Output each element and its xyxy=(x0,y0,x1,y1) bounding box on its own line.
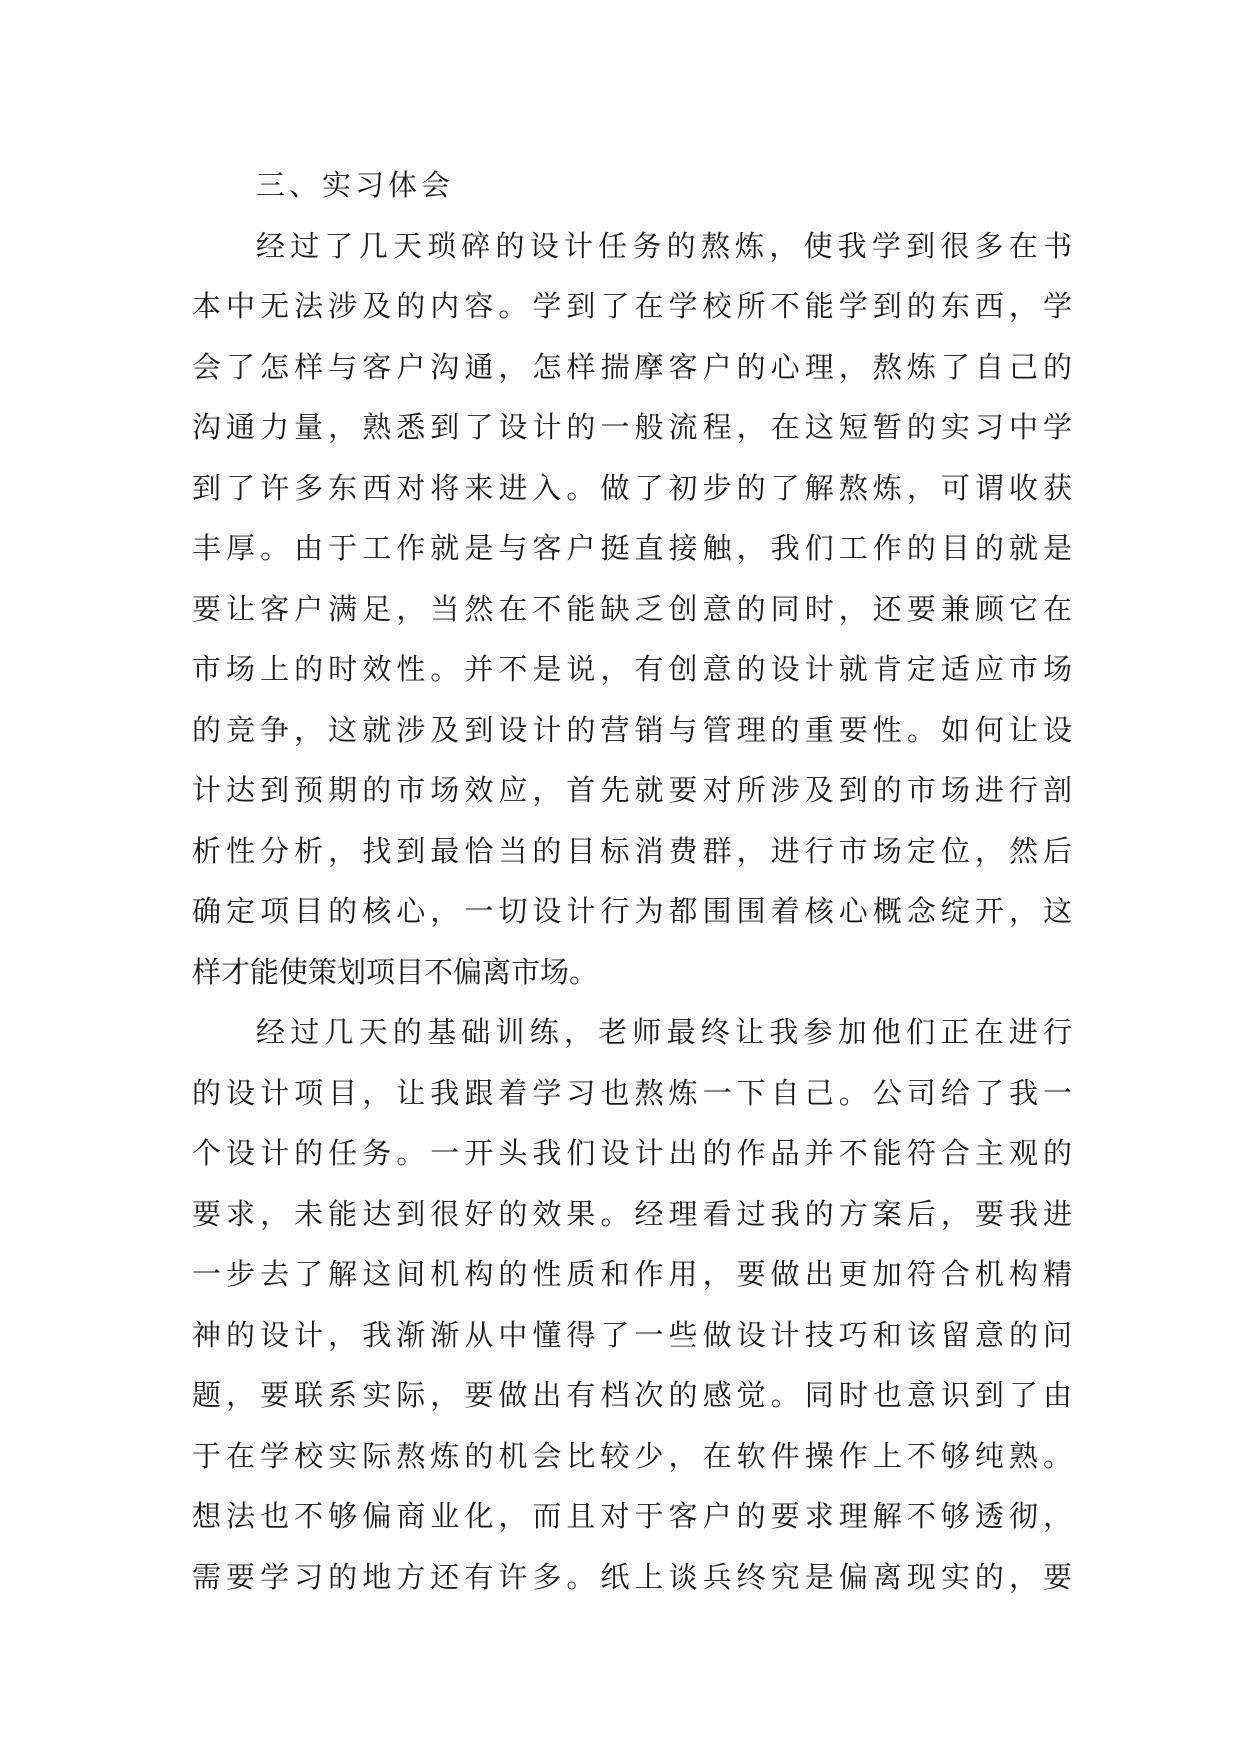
paragraph-1 xyxy=(192,216,1072,1003)
paragraph-line: 要让客户满足，当然在不能缺乏创意的同时，还要兼顾它在 xyxy=(192,591,1072,626)
paragraph-line: 市场上的时效性。并不是说，有创意的设计就肯定适应市场 xyxy=(192,652,1072,686)
paragraph-2 xyxy=(192,1002,1072,1607)
paragraph-line: 经过几天的基础训练，老师最终让我参加他们正在进行 xyxy=(256,1015,1072,1049)
paragraph-line: 要求，未能达到很好的效果。经理看过我的方案后，要我进 xyxy=(192,1196,1072,1231)
document-body xyxy=(192,155,1072,1607)
paragraph-line: 计达到预期的市场效应，首先就要对所涉及到的市场进行剖 xyxy=(192,773,1072,807)
paragraph-line: 想法也不够偏商业化，而且对于客户的要求理解不够透彻， xyxy=(192,1499,1072,1533)
paragraph-line: 丰厚。由于工作就是与客户挺直接触，我们工作的目的就是 xyxy=(192,531,1072,565)
paragraph-line: 沟通力量，熟悉到了设计的一般流程，在这短暂的实习中学 xyxy=(192,410,1072,444)
paragraph-line: 会了怎样与客户沟通，怎样揣摩客户的心理，熬炼了自己的 xyxy=(192,349,1072,384)
paragraph-line: 的竞争，这就涉及到设计的营销与管理的重要性。如何让设 xyxy=(192,712,1072,747)
paragraph-line: 神的设计，我渐渐从中懂得了一些做设计技巧和该留意的问 xyxy=(192,1317,1072,1352)
paragraph-line: 一步去了解这间机构的性质和作用，要做出更加符合机构精 xyxy=(192,1257,1072,1291)
paragraph-line: 于在学校实际熬炼的机会比较少，在软件操作上不够纯熟。 xyxy=(192,1438,1072,1473)
paragraph-line: 样才能使策划项目不偏离市场。 xyxy=(192,954,599,989)
paragraph-line: 析性分析，找到最恰当的目标消费群，进行市场定位，然后 xyxy=(192,833,1072,868)
paragraph-line: 个设计的任务。一开头我们设计出的作品并不能符合主观的 xyxy=(192,1136,1072,1170)
paragraph-line: 的设计项目，让我跟着学习也熬炼一下自己。公司给了我一 xyxy=(192,1075,1072,1110)
paragraph-line: 需要学习的地方还有许多。纸上谈兵终究是偏离现实的，要 xyxy=(192,1559,1072,1594)
paragraph-line: 本中无法涉及的内容。学到了在学校所不能学到的东西，学 xyxy=(192,289,1072,323)
paragraph-line: 确定项目的核心，一切设计行为都围围着核心概念绽开，这 xyxy=(192,894,1072,928)
paragraph-line: 题，要联系实际，要做出有档次的感觉。同时也意识到了由 xyxy=(192,1378,1072,1412)
section-heading: 三、实习体会 xyxy=(256,168,455,202)
paragraph-line: 经过了几天琐碎的设计任务的熬炼，使我学到很多在书 xyxy=(256,228,1072,263)
paragraph-line: 到了许多东西对将来进入。做了初步的了解熬炼，可谓收获 xyxy=(192,470,1072,505)
